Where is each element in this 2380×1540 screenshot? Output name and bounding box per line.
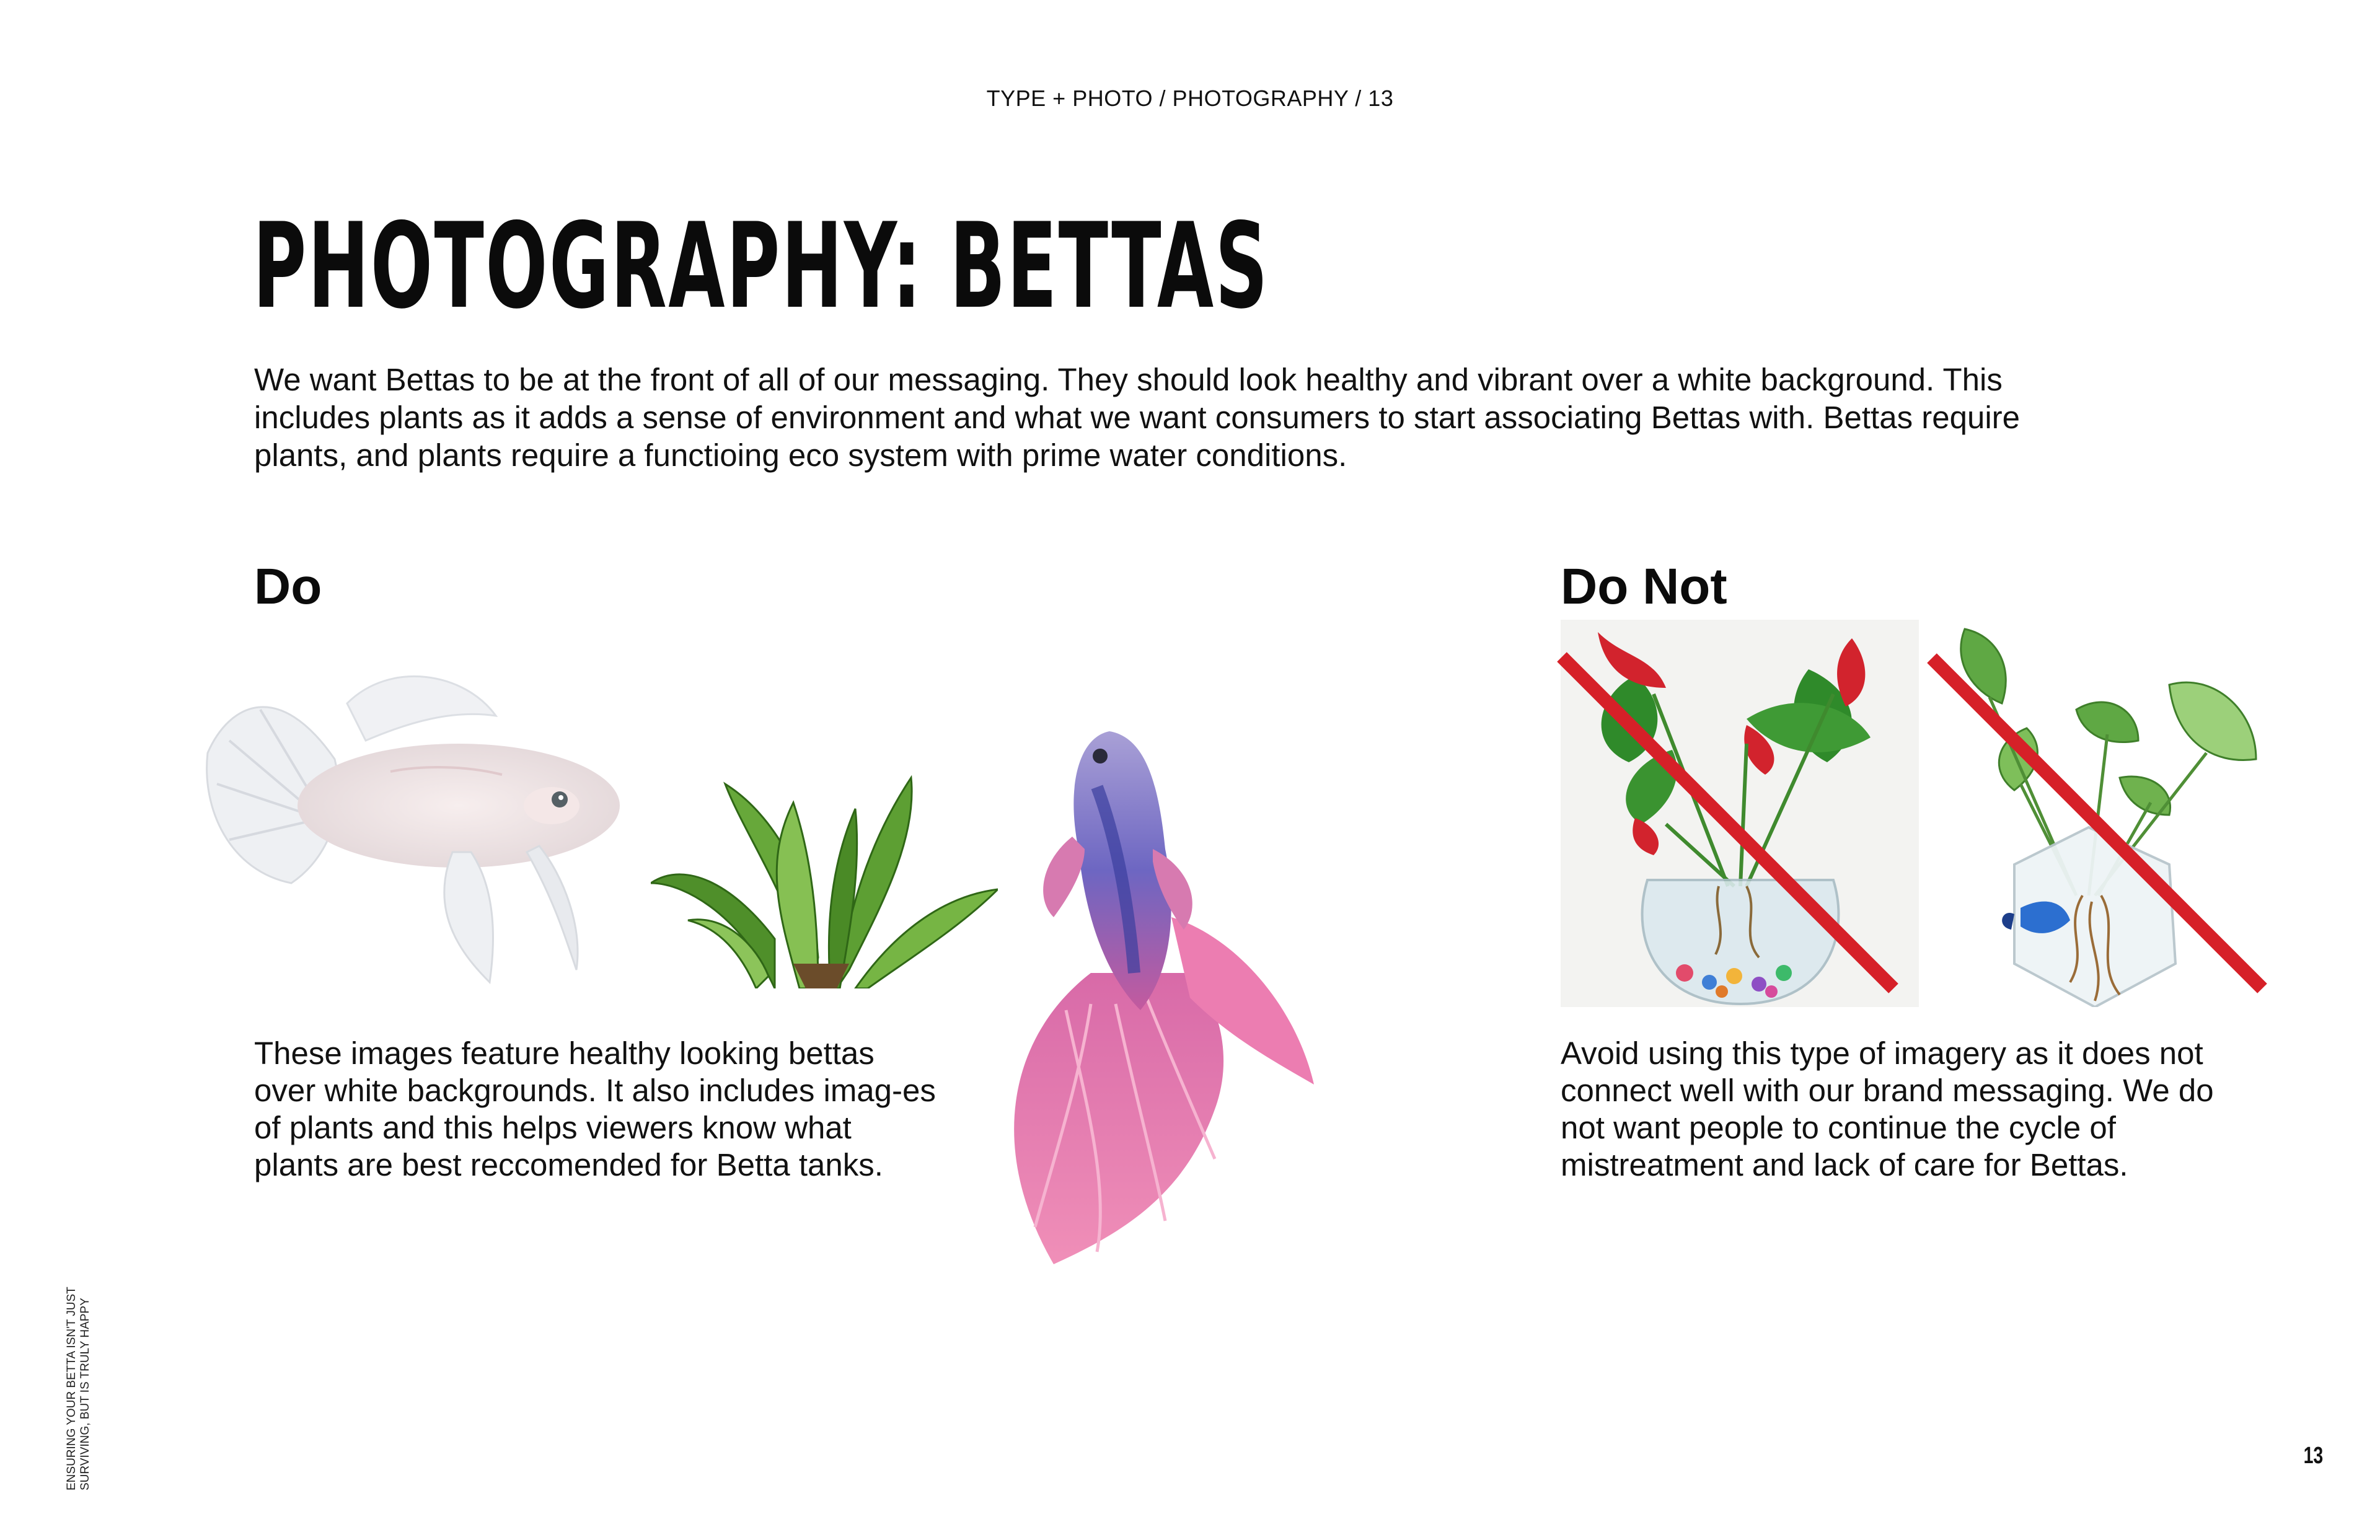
pink-purple-betta-photo: [985, 713, 1320, 1264]
do-body-copy: These images feature healthy looking bettas over white backgrounds. It also includes imag-es of plants and this helps viewers know what plants are best reccomended for Betta tanks.: [254, 1036, 936, 1182]
white-betta-photo: [205, 666, 626, 988]
aquatic-plant-photo: [651, 759, 998, 988]
page-number: 13: [2303, 1443, 2323, 1469]
do-not-heading: Do Not: [1561, 558, 1727, 615]
do-heading: Do: [254, 558, 322, 615]
running-header: TYPE + PHOTO / PHOTOGRAPHY / 13: [986, 86, 1394, 111]
do-not-strike-right: [1924, 651, 2272, 998]
side-note-vertical: ENSURING YOUR BETTA ISN'T JUST SURVIVING, BUT IS TRULY HAPPY: [65, 1287, 92, 1490]
do-not-body-copy: Avoid using this type of imagery as it does not connect well with our brand messaging. We do not want people to continue the cycle of mistreatment and lack of care for Bettas.: [1561, 1036, 2214, 1182]
do-not-strike-left: [1556, 651, 1903, 998]
intro-paragraph: We want Bettas to be at the front of all of our messaging. They should look healthy and vibrant over a white background. This includes plants as it adds a sense of environment and what we want consumers to start associating Bettas with. Bettas require plants, and plants require a functioing eco system with prime water conditions.: [254, 362, 2021, 473]
page-title: PHOTOGRAPHY: BETTAS: [253, 198, 1269, 335]
